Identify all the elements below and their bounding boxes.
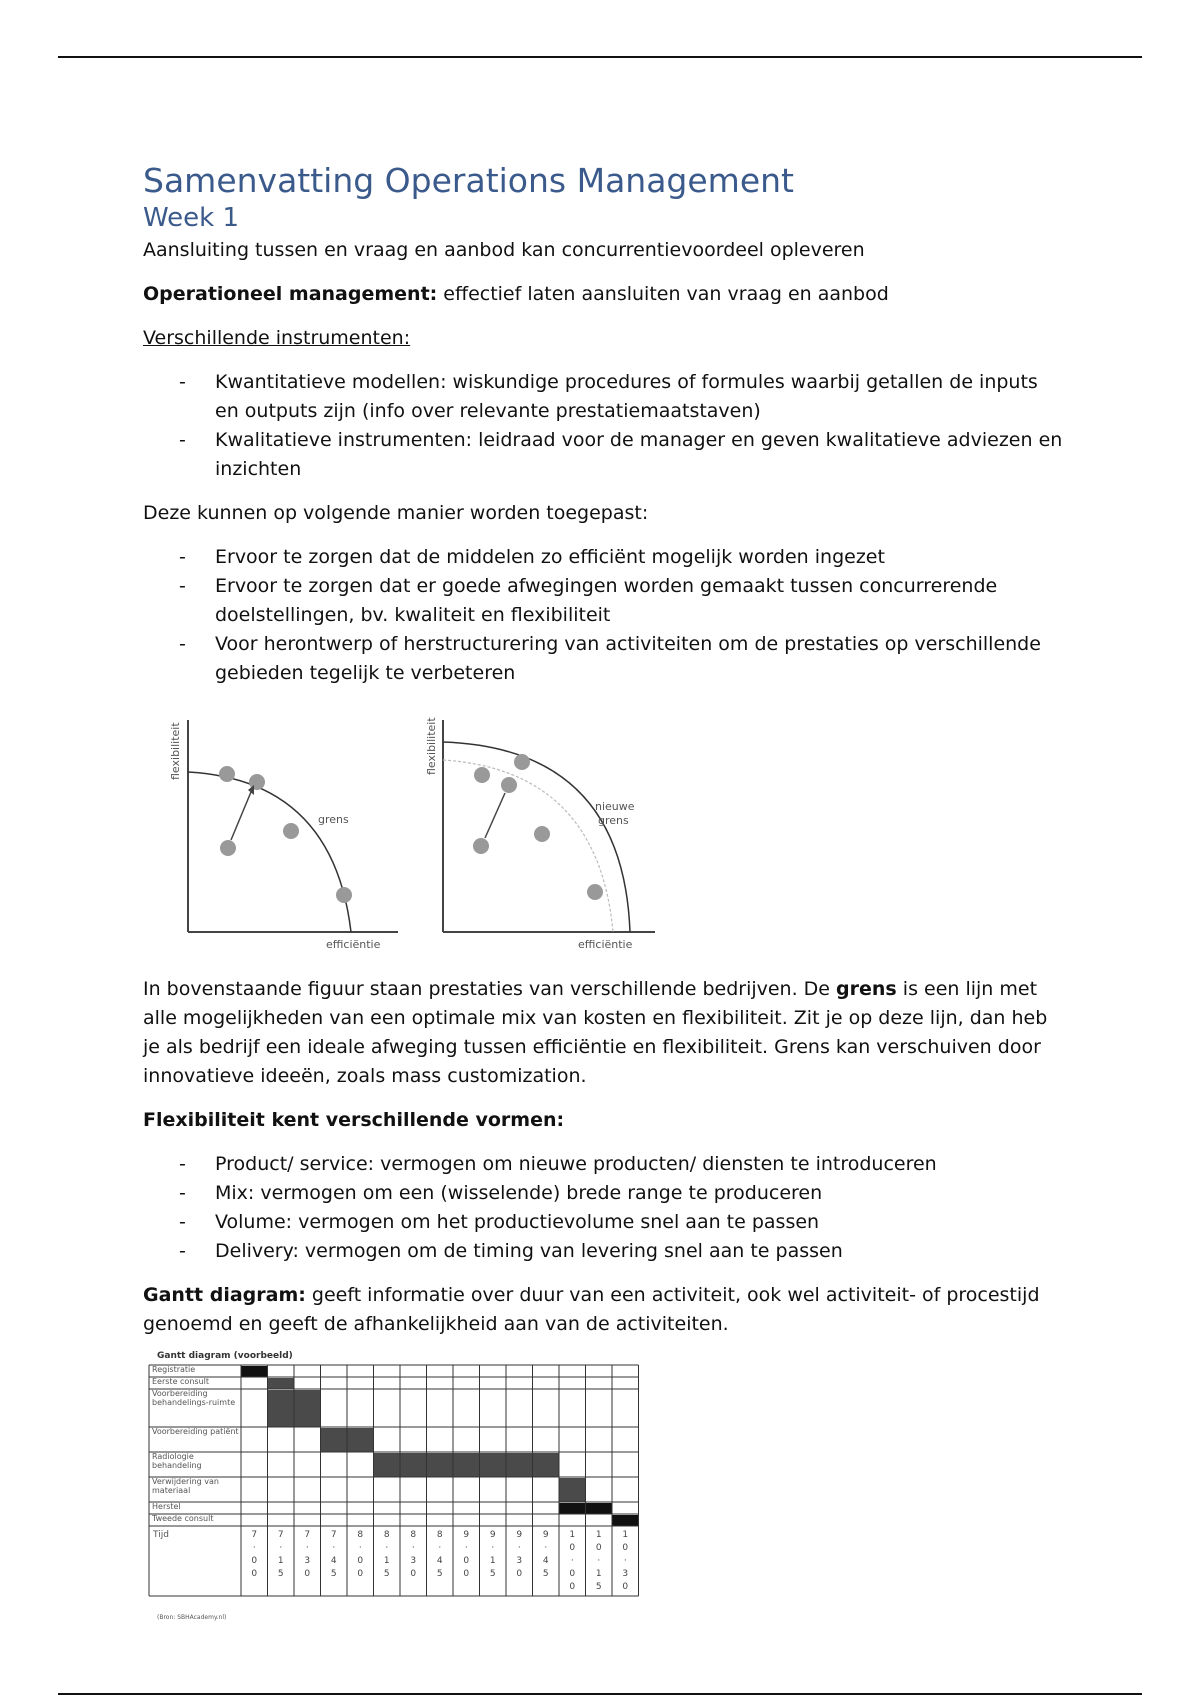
gantt-time-tick: 1 xyxy=(489,1556,496,1566)
gantt-time-tick: 7 xyxy=(330,1530,337,1540)
gantt-time-tick: 0 xyxy=(304,1569,311,1579)
list-item: - Ervoor te zorgen dat de middelen zo efficiënt mogelijk worden ingezet xyxy=(179,546,885,568)
gantt-time-tick: 4 xyxy=(330,1556,337,1566)
figure-description: In bovenstaande figuur staan prestaties van verschillende bedrijven. De grens is een lijn met alle mogelijkheden van een optimale mix van kosten en flexibiliteit. Zit je op deze lijn, dan heb je als bedrijf een ideale afweging tussen efficiëntie en flexibiliteit. Grens kan verschuiven door innovatieve ideeën, zoals mass customization. xyxy=(143,978,1048,1087)
gantt-time-tick: 0 xyxy=(569,1543,576,1553)
improvement-arrow xyxy=(485,793,505,838)
gantt-time-tick: 0 xyxy=(569,1569,576,1579)
gantt-definition: Gantt diagram: geeft informatie over duur van een activiteit, ook wel activiteit- of procestijd genoemd en geeft de afhankelijkheid aan van de activiteiten. xyxy=(143,1284,1040,1335)
gantt-time-tick: · xyxy=(570,1556,574,1566)
list-item: - Voor herontwerp of herstructurering van activiteiten om de prestaties op verschillende gebieden tegelijk te verbeteren xyxy=(179,633,1041,684)
old-frontier-curve xyxy=(443,760,613,932)
list-item: - Ervoor te zorgen dat er goede afwegingen worden gemaakt tussen concurrerende doelstellingen, bv. kwaliteit en flexibiliteit xyxy=(179,575,998,626)
gantt-time-tick: 0 xyxy=(622,1582,629,1592)
gantt-time-tick: 5 xyxy=(542,1569,549,1579)
gantt-figure xyxy=(143,1351,643,1621)
company-point xyxy=(283,823,299,839)
gantt-time-tick: 7 xyxy=(277,1530,284,1540)
gantt-row-label: Voorbereiding patiënt xyxy=(152,1427,239,1436)
company-point xyxy=(336,887,352,903)
frontier-chart-right xyxy=(425,717,655,951)
gantt-chart xyxy=(143,1351,643,1621)
gantt-time-tick: 3 xyxy=(304,1556,311,1566)
company-point xyxy=(501,777,517,793)
gantt-bar xyxy=(241,1366,268,1377)
doc-title: Samenvatting Operations Management xyxy=(143,161,794,200)
apply-heading: Deze kunnen op volgende manier worden toegepast: xyxy=(143,502,649,524)
gantt-time-tick: 8 xyxy=(357,1530,364,1540)
gantt-bar xyxy=(268,1378,295,1389)
gantt-time-tick: 7 xyxy=(251,1530,258,1540)
gantt-time-tick: 3 xyxy=(516,1556,523,1566)
flex-heading: Flexibiliteit kent verschillende vormen: xyxy=(143,1109,565,1131)
gantt-row-label: Tweede consult xyxy=(152,1514,214,1523)
x-axis-label: efficiëntie xyxy=(326,938,381,951)
gantt-time-tick: 0 xyxy=(357,1556,364,1566)
om-term: Operationeel management: xyxy=(143,283,438,305)
gantt-time-tick: 1 xyxy=(622,1530,629,1540)
gantt-time-tick: 4 xyxy=(436,1556,443,1566)
company-point xyxy=(474,767,490,783)
gantt-time-tick: 1 xyxy=(383,1556,390,1566)
gantt-time-tick: 1 xyxy=(569,1530,576,1540)
gantt-time-tick: 0 xyxy=(622,1543,629,1553)
gantt-row-label: Voorbereiding behandelings-ruimte xyxy=(152,1389,236,1407)
gantt-time-tick: 0 xyxy=(569,1582,576,1592)
gantt-time-tick: 5 xyxy=(330,1569,337,1579)
gantt-time-tick: 1 xyxy=(595,1530,602,1540)
gantt-time-tick: 3 xyxy=(622,1569,629,1579)
gantt-time-tick: 4 xyxy=(542,1556,549,1566)
gantt-time-tick: · xyxy=(491,1543,495,1553)
gantt-time-tick: 0 xyxy=(410,1569,417,1579)
list-item: - Kwantitatieve modellen: wiskundige procedures of formules waarbij getallen de inputs en outputs zijn (info over relevante prestatiemaatstaven) xyxy=(179,371,1038,422)
list-item: - Product/ service: vermogen om nieuwe producten/ diensten te introduceren xyxy=(179,1153,937,1175)
gantt-bar xyxy=(559,1478,586,1502)
document-body xyxy=(143,160,1063,1621)
frontier-chart-left xyxy=(169,720,398,951)
om-definition xyxy=(143,280,1063,309)
gantt-time-tick: · xyxy=(411,1543,415,1553)
gantt-time-tick: 5 xyxy=(277,1569,284,1579)
gantt-time-tick: 0 xyxy=(463,1569,470,1579)
bottom-rule xyxy=(58,1693,1142,1695)
gantt-time-tick: 3 xyxy=(410,1556,417,1566)
gantt-time-tick: 0 xyxy=(463,1556,470,1566)
gantt-time-tick: 5 xyxy=(595,1582,602,1592)
improvement-arrow xyxy=(231,792,251,840)
list-item: - Mix: vermogen om een (wisselende) brede range te produceren xyxy=(179,1182,823,1204)
flex-forms-list xyxy=(143,1150,1063,1266)
gantt-time-tick: · xyxy=(438,1543,442,1553)
company-point xyxy=(473,838,489,854)
gantt-bar xyxy=(612,1515,639,1526)
gantt-row-label: Herstel xyxy=(152,1502,181,1511)
instruments-heading: Verschillende instrumenten: xyxy=(143,327,411,349)
gantt-time-tick: · xyxy=(623,1556,627,1566)
gantt-time-tick: 5 xyxy=(436,1569,443,1579)
gantt-title: Gantt diagram (voorbeeld) xyxy=(157,1351,293,1361)
top-rule xyxy=(58,56,1142,58)
curve-label-frontier: grens xyxy=(598,814,629,827)
y-axis-label: flexibiliteit xyxy=(425,717,438,775)
gantt-row-label: Verwijdering van materiaal xyxy=(152,1477,219,1495)
gantt-time-tick: 0 xyxy=(251,1569,258,1579)
gantt-time-tick: 8 xyxy=(410,1530,417,1540)
gantt-time-tick: 0 xyxy=(595,1543,602,1553)
week-heading: Week 1 xyxy=(143,203,240,233)
curve-label: grens xyxy=(318,813,349,826)
gantt-time-tick: · xyxy=(464,1543,468,1553)
curve-label-new: nieuwe xyxy=(595,800,635,813)
gantt-time-tick: 5 xyxy=(383,1569,390,1579)
gantt-time-tick: 7 xyxy=(304,1530,311,1540)
instruments-list xyxy=(143,368,1063,484)
gantt-time-tick: · xyxy=(597,1556,601,1566)
gantt-time-tick: · xyxy=(544,1543,548,1553)
y-axis-label: flexibiliteit xyxy=(169,722,182,780)
gantt-time-tick: · xyxy=(252,1543,256,1553)
company-point xyxy=(219,766,235,782)
grens-term: grens xyxy=(836,978,897,1000)
list-item: - Delivery: vermogen om de timing van levering snel aan te passen xyxy=(179,1240,843,1262)
list-item: - Kwalitatieve instrumenten: leidraad voor de manager en geven kwalitatieve adviezen en inzichten xyxy=(179,429,1063,480)
gantt-time-tick: · xyxy=(358,1543,362,1553)
gantt-time-tick: 0 xyxy=(516,1569,523,1579)
intro-text: Aansluiting tussen en vraag en aanbod kan concurrentievoordeel opleveren xyxy=(143,239,865,261)
gantt-time-tick: · xyxy=(305,1543,309,1553)
gantt-bar xyxy=(374,1453,560,1477)
gantt-time-tick: 8 xyxy=(383,1530,390,1540)
gantt-time-tick: 9 xyxy=(463,1530,470,1540)
gantt-time-tick: 0 xyxy=(251,1556,258,1566)
gantt-source: (Bron: SBHAcademy.nl) xyxy=(157,1614,227,1621)
gantt-time-tick: 0 xyxy=(357,1569,364,1579)
company-point xyxy=(220,840,236,856)
gantt-time-tick: 9 xyxy=(516,1530,523,1540)
om-def: effectief laten aansluiten van vraag en aanbod xyxy=(437,283,889,305)
x-axis-label: efficiëntie xyxy=(578,938,633,951)
frontier-curve xyxy=(188,772,351,932)
gantt-time-label: Tijd xyxy=(153,1530,169,1540)
gantt-row-label: Registratie xyxy=(152,1365,196,1374)
gantt-time-tick: 8 xyxy=(436,1530,443,1540)
efficiency-frontier-figure xyxy=(143,700,683,960)
gantt-time-tick: · xyxy=(385,1543,389,1553)
company-point xyxy=(534,826,550,842)
gantt-term: Gantt diagram: xyxy=(143,1284,306,1306)
gantt-row-label: Eerste consult xyxy=(152,1377,209,1386)
gantt-time-tick: · xyxy=(517,1543,521,1553)
gantt-time-tick: 1 xyxy=(595,1569,602,1579)
gantt-time-tick: 9 xyxy=(489,1530,496,1540)
gantt-time-tick: · xyxy=(279,1543,283,1553)
gantt-row-label: Radiologie behandeling xyxy=(152,1452,202,1470)
company-point xyxy=(587,884,603,900)
gantt-time-tick: 1 xyxy=(277,1556,284,1566)
gantt-time-tick: 5 xyxy=(489,1569,496,1579)
list-item: - Volume: vermogen om het productievolume snel aan te passen xyxy=(179,1211,820,1233)
gantt-time-tick: 9 xyxy=(542,1530,549,1540)
applications-list xyxy=(143,543,1063,688)
gantt-time-tick: · xyxy=(332,1543,336,1553)
company-point xyxy=(514,754,530,770)
